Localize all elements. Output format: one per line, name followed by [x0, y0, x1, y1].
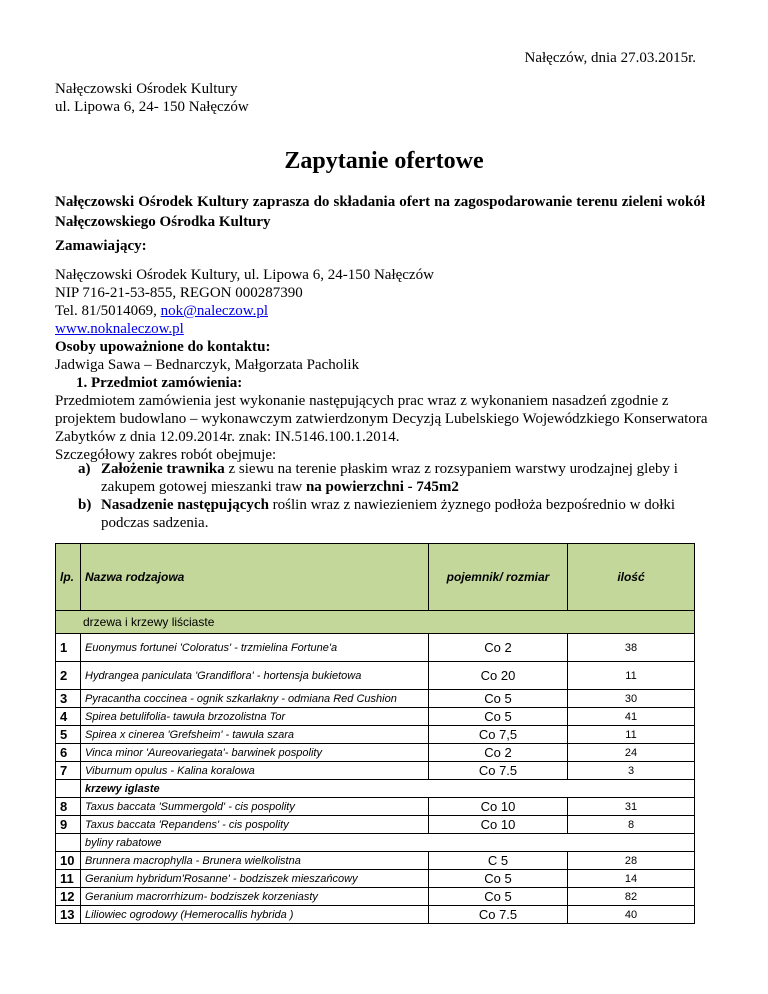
row-name: Geranium hybridum'Rosanne' - bodziszek mieszańcowy [81, 870, 429, 888]
row-lp: 5 [56, 726, 81, 744]
row-qty: 28 [568, 852, 695, 870]
row-lp: 4 [56, 708, 81, 726]
row-qty: 11 [568, 662, 695, 690]
category-row [56, 780, 695, 798]
row-lp: 1 [56, 634, 81, 662]
row-name: Geranium macrorrhizum- bodziszek korzeniasty [81, 888, 429, 906]
row-lp: 9 [56, 816, 81, 834]
row-qty: 40 [568, 906, 695, 924]
table-row [56, 870, 695, 888]
row-lp: 2 [56, 662, 81, 690]
row-container: C 5 [429, 852, 568, 870]
row-name: Viburnum opulus - Kalina koralowa [81, 762, 429, 780]
row-container: Co 7.5 [429, 762, 568, 780]
row-container: Co 7,5 [429, 726, 568, 744]
row-name: Hydrangea paniculata 'Grandiflora' - hortensja bukietowa [81, 662, 429, 690]
phone-text: Tel. 81/5014069, [55, 303, 161, 319]
row-name: Euonymus fortunei 'Coloratus' - trzmielina Fortune'a [81, 634, 429, 662]
category-row [56, 834, 695, 852]
row-container: Co 20 [429, 662, 568, 690]
row-container: Co 5 [429, 708, 568, 726]
ordering-party-ids: NIP 716-21-53-855, REGON 000287390 [55, 285, 303, 301]
row-qty: 14 [568, 870, 695, 888]
row-qty: 38 [568, 634, 695, 662]
task-text: roślin wraz z nawiezieniem żyznego podłoża bezpośrednio w dołki podczas sadzenia. [101, 497, 676, 531]
task-marker: a) [78, 461, 91, 477]
plants-table [55, 543, 695, 924]
zakres-text: Szczegółowy zakres robót obejmuje: [55, 447, 277, 463]
row-name: Taxus baccata 'Summergold' - cis pospolity [81, 798, 429, 816]
task-marker: b) [78, 497, 92, 513]
row-qty: 11 [568, 726, 695, 744]
org-address: ul. Lipowa 6, 24- 150 Nałęczów [55, 99, 249, 115]
row-container: Co 10 [429, 816, 568, 834]
email-link[interactable]: nok@naleczow.pl [160, 303, 268, 319]
row-lp [56, 834, 81, 852]
row-container: Co 7.5 [429, 906, 568, 924]
table-row [56, 690, 695, 708]
row-qty: 41 [568, 708, 695, 726]
task-list [78, 460, 708, 532]
row-qty: 30 [568, 690, 695, 708]
table-row [56, 744, 695, 762]
row-container: Co 5 [429, 690, 568, 708]
row-container: Co 2 [429, 634, 568, 662]
document-title: Zapytanie ofertowe [284, 148, 484, 174]
category-trees: drzewa i krzewy liściaste [56, 611, 695, 634]
intro-paragraph: Nałęczowski Ośrodek Kultury zaprasza do składania ofert na zagospodarowanie terenu zieleni wokół Nałęczowskiego Ośrodka Kultury [55, 194, 705, 230]
row-lp: 6 [56, 744, 81, 762]
row-lp [56, 780, 81, 798]
row-qty: 3 [568, 762, 695, 780]
row-qty: 31 [568, 798, 695, 816]
row-lp: 7 [56, 762, 81, 780]
task-lead: Nasadzenie następujących [101, 497, 269, 513]
row-lp: 13 [56, 906, 81, 924]
table-row [56, 662, 695, 690]
przedmiot-text: Przedmiotem zamówienia jest wykonanie następujących prac wraz z wykonaniem nasadzeń zgodnie z projektem budowlano – wykonawczym zatwierdzonym Decyzją Lubelskiego Wojewódzkiego Konserwatora Zabytków z dnia 12.09.2014r. znak: IN.5146.100.1.2014. [55, 393, 708, 445]
row-qty: 8 [568, 816, 695, 834]
row-name: Brunnera macrophylla - Brunera wielkolistna [81, 852, 429, 870]
row-name: Liliowiec ogrodowy (Hemerocallis hybrida ) [81, 906, 429, 924]
row-lp: 10 [56, 852, 81, 870]
category-row [56, 611, 695, 634]
header-lp: lp. [56, 544, 81, 611]
table-row [56, 906, 695, 924]
header-container: pojemnik/ rozmiar [429, 544, 568, 611]
table-row [56, 762, 695, 780]
header-qty: ilość [568, 544, 695, 611]
row-container: Co 5 [429, 870, 568, 888]
table-row [56, 708, 695, 726]
row-lp: 12 [56, 888, 81, 906]
row-name: Taxus baccata 'Repandens' - cis pospolity [81, 816, 429, 834]
category-conifers: krzewy iglaste [81, 780, 695, 798]
contact-persons: Jadwiga Sawa – Bednarczyk, Małgorzata Pacholik [55, 357, 360, 373]
row-name: Vinca minor 'Aureovariegata'- barwinek pospolity [81, 744, 429, 762]
table-row [56, 798, 695, 816]
task-item [78, 496, 708, 532]
row-name: Pyracantha coccinea - ognik szkarłakny - odmiana Red Cushion [81, 690, 429, 708]
ordering-party-address: Nałęczowski Ośrodek Kultury, ul. Lipowa 6, 24-150 Nałęczów [55, 267, 434, 283]
przedmiot-heading: 1. Przedmiot zamówienia: [76, 375, 243, 391]
row-lp: 8 [56, 798, 81, 816]
row-container: Co 5 [429, 888, 568, 906]
row-qty: 24 [568, 744, 695, 762]
website-link[interactable]: www.noknaleczow.pl [55, 321, 184, 337]
phone-email-line [55, 302, 715, 320]
zamawiajacy-heading: Zamawiający: [55, 238, 147, 254]
task-text: z siewu na terenie płaskim wraz z rozsypaniem warstwy urodzajnej gleby i zakupem gotowej mieszanki traw [101, 461, 678, 495]
header-name: Nazwa rodzajowa [81, 544, 429, 611]
contact-persons-heading: Osoby upoważnione do kontaktu: [55, 339, 271, 355]
table-header-row [56, 544, 695, 611]
table-row [56, 816, 695, 834]
row-name: Spirea x cinerea 'Grefsheim' - tawuła szara [81, 726, 429, 744]
document-date: Nałęczów, dnia 27.03.2015r. [524, 50, 696, 66]
row-container: Co 2 [429, 744, 568, 762]
table-row [56, 888, 695, 906]
task-tail: na powierzchni - 745m2 [305, 479, 459, 495]
category-perennials: byliny rabatowe [81, 834, 695, 852]
task-item [78, 460, 708, 496]
row-lp: 11 [56, 870, 81, 888]
row-lp: 3 [56, 690, 81, 708]
org-name: Nałęczowski Ośrodek Kultury [55, 81, 238, 97]
contact-section [55, 266, 715, 464]
row-container: Co 10 [429, 798, 568, 816]
sender-block [55, 80, 249, 116]
task-lead: Założenie trawnika [101, 461, 225, 477]
table-row [56, 634, 695, 662]
table-row [56, 852, 695, 870]
table-row [56, 726, 695, 744]
row-name: Spirea betulifolia- tawuła brzozolistna Tor [81, 708, 429, 726]
row-qty: 82 [568, 888, 695, 906]
